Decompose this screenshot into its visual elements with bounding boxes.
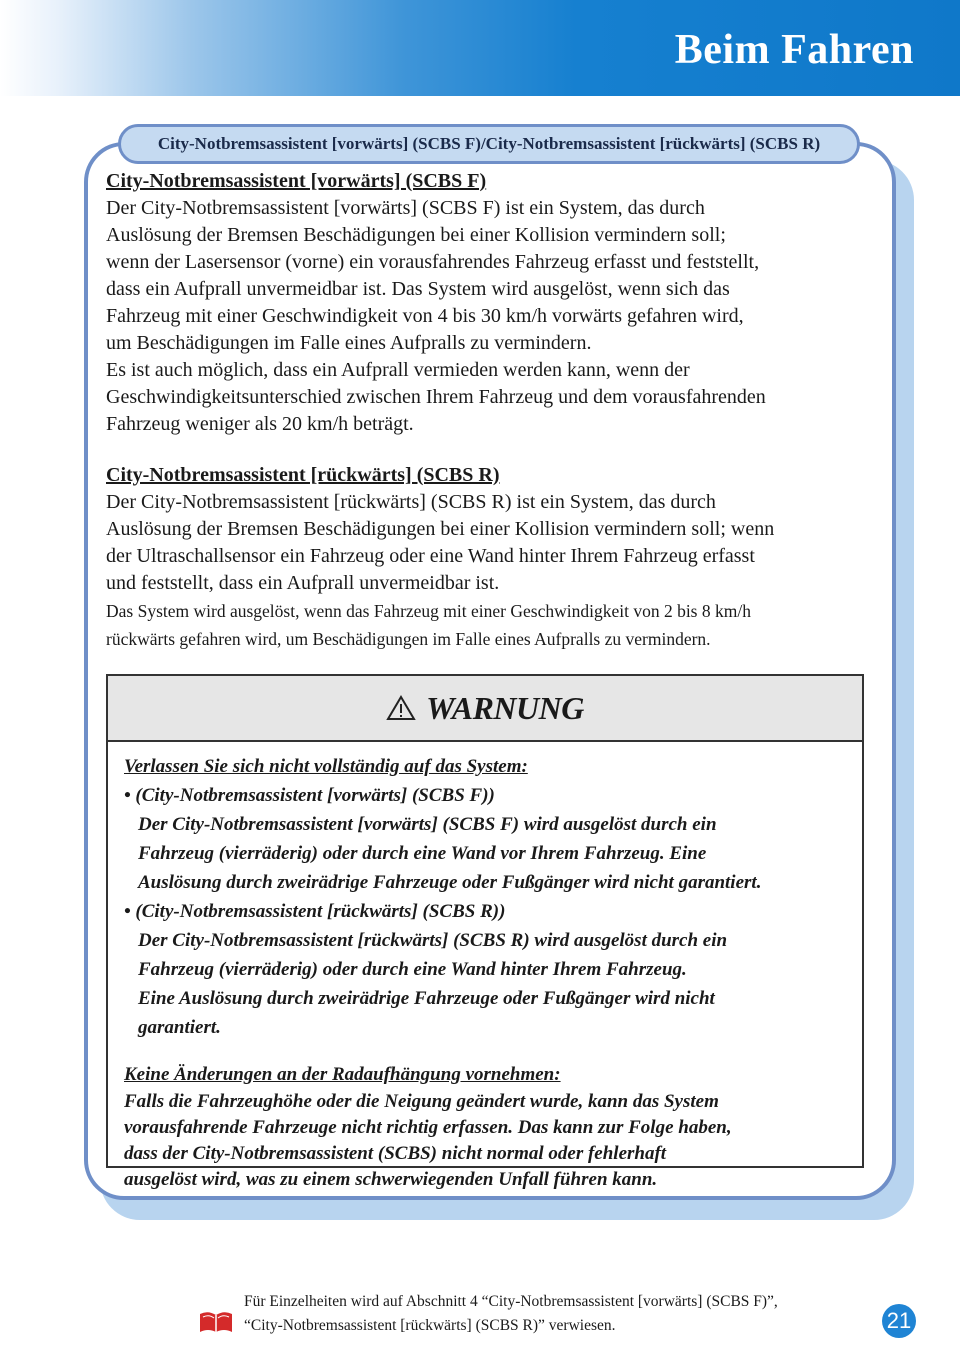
- scbs-r-heading: City-Notbremsassistent [rückwärts] (SCBS R): [106, 464, 500, 486]
- warning-bullet-1-line: Auslösung durch zweirädrige Fahrzeuge oder Fußgänger wird nicht garantiert.: [138, 872, 762, 893]
- scbs-r-small-line: rückwärts gefahren wird, um Beschädigungen im Falle eines Aufpralls zu vermindern.: [106, 629, 711, 649]
- warning-body: [108, 742, 862, 1193]
- warning-para-2-line: vorausfahrende Fahrzeuge nicht richtig erfassen. Das kann zur Folge haben,: [124, 1117, 732, 1138]
- scbs-f-heading: City-Notbremsassistent [vorwärts] (SCBS F): [106, 170, 487, 192]
- warning-title: WARNUNG: [426, 689, 584, 726]
- footer-note: [244, 1290, 778, 1338]
- page-title: Beim Fahren: [674, 27, 914, 73]
- warning-box: [106, 674, 864, 1190]
- scbs-r-line: und feststellt, dass ein Aufprall unvermeidbar ist.: [106, 572, 500, 594]
- page-number: 21: [882, 1304, 916, 1338]
- scbs-f-line: dass ein Aufprall unvermeidbar ist. Das System wird ausgelöst, wenn sich das: [106, 278, 730, 300]
- warning-heading-1: Verlassen Sie sich nicht vollständig auf das System:: [124, 756, 528, 777]
- warning-header: [108, 676, 862, 742]
- section-title: City-Notbremsassistent [vorwärts] (SCBS F)/City-Notbremsassistent [rückwärts] (SCBS R): [118, 124, 860, 164]
- warning-heading-2: Keine Änderungen an der Radaufhängung vornehmen:: [124, 1064, 561, 1085]
- scbs-f-line: um Beschädigungen im Falle eines Aufpralls zu vermindern.: [106, 332, 592, 354]
- scbs-f-line: wenn der Lasersensor (vorne) ein vorausfahrendes Fahrzeug erfasst und feststellt,: [106, 251, 760, 273]
- scbs-r-line: der Ultraschallsensor ein Fahrzeug oder eine Wand hinter Ihrem Fahrzeug erfasst: [106, 545, 755, 567]
- scbs-r-line: Der City-Notbremsassistent [rückwärts] (SCBS R) ist ein System, das durch: [106, 491, 716, 513]
- scbs-f-line: Auslösung der Bremsen Beschädigungen bei einer Kollision vermindern soll;: [106, 224, 726, 246]
- scbs-f-line: Fahrzeug mit einer Geschwindigkeit von 4 bis 30 km/h vorwärts gefahren wird,: [106, 305, 744, 327]
- warning-bullet-2-line: Der City-Notbremsassistent [rückwärts] (SCBS R) wird ausgelöst durch ein: [138, 930, 728, 951]
- scbs-f-line: Fahrzeug weniger als 20 km/h beträgt.: [106, 413, 414, 435]
- scbs-f-line: Es ist auch möglich, dass ein Aufprall vermieden werden kann, wenn der: [106, 359, 690, 381]
- warning-bullet-2-line: garantiert.: [138, 1017, 221, 1038]
- footer-line: “City-Notbremsassistent [rückwärts] (SCBS R)” verwiesen.: [244, 1317, 616, 1334]
- warning-bullet-2-line: Fahrzeug (vierräderig) oder durch eine Wand hinter Ihrem Fahrzeug.: [138, 959, 687, 980]
- body-text: [106, 168, 896, 653]
- book-icon: [198, 1310, 234, 1339]
- warning-bullet-1: • (City-Notbremsassistent [vorwärts] (SCBS F)): [124, 785, 495, 806]
- warning-bullet-2-line: Eine Auslösung durch zweirädrige Fahrzeuge oder Fußgänger wird nicht: [138, 988, 715, 1009]
- warning-bullet-1-line: Fahrzeug (vierräderig) oder durch eine Wand vor Ihrem Fahrzeug. Eine: [138, 843, 707, 864]
- warning-para-2-line: ausgelöst wird, was zu einem schwerwiegenden Unfall führen kann.: [124, 1169, 658, 1190]
- scbs-f-line: Geschwindigkeitsunterschied zwischen Ihrem Fahrzeug und dem vorausfahrenden: [106, 386, 766, 408]
- warning-para-2-line: dass der City-Notbremsassistent (SCBS) nicht normal oder fehlerhaft: [124, 1143, 667, 1164]
- scbs-f-line: Der City-Notbremsassistent [vorwärts] (SCBS F) ist ein System, das durch: [106, 197, 705, 219]
- warning-triangle-icon: [386, 695, 416, 721]
- warning-bullet-2: • (City-Notbremsassistent [rückwärts] (SCBS R)): [124, 901, 506, 922]
- scbs-r-small-line: Das System wird ausgelöst, wenn das Fahrzeug mit einer Geschwindigkeit von 2 bis 8 km/h: [106, 601, 751, 621]
- footer-line: Für Einzelheiten wird auf Abschnitt 4 “City-Notbremsassistent [vorwärts] (SCBS F)”,: [244, 1293, 778, 1310]
- scbs-r-line: Auslösung der Bremsen Beschädigungen bei einer Kollision vermindern soll; wenn: [106, 518, 775, 540]
- warning-para-2-line: Falls die Fahrzeughöhe oder die Neigung geändert wurde, kann das System: [124, 1091, 719, 1112]
- warning-bullet-1-line: Der City-Notbremsassistent [vorwärts] (SCBS F) wird ausgelöst durch ein: [138, 814, 717, 835]
